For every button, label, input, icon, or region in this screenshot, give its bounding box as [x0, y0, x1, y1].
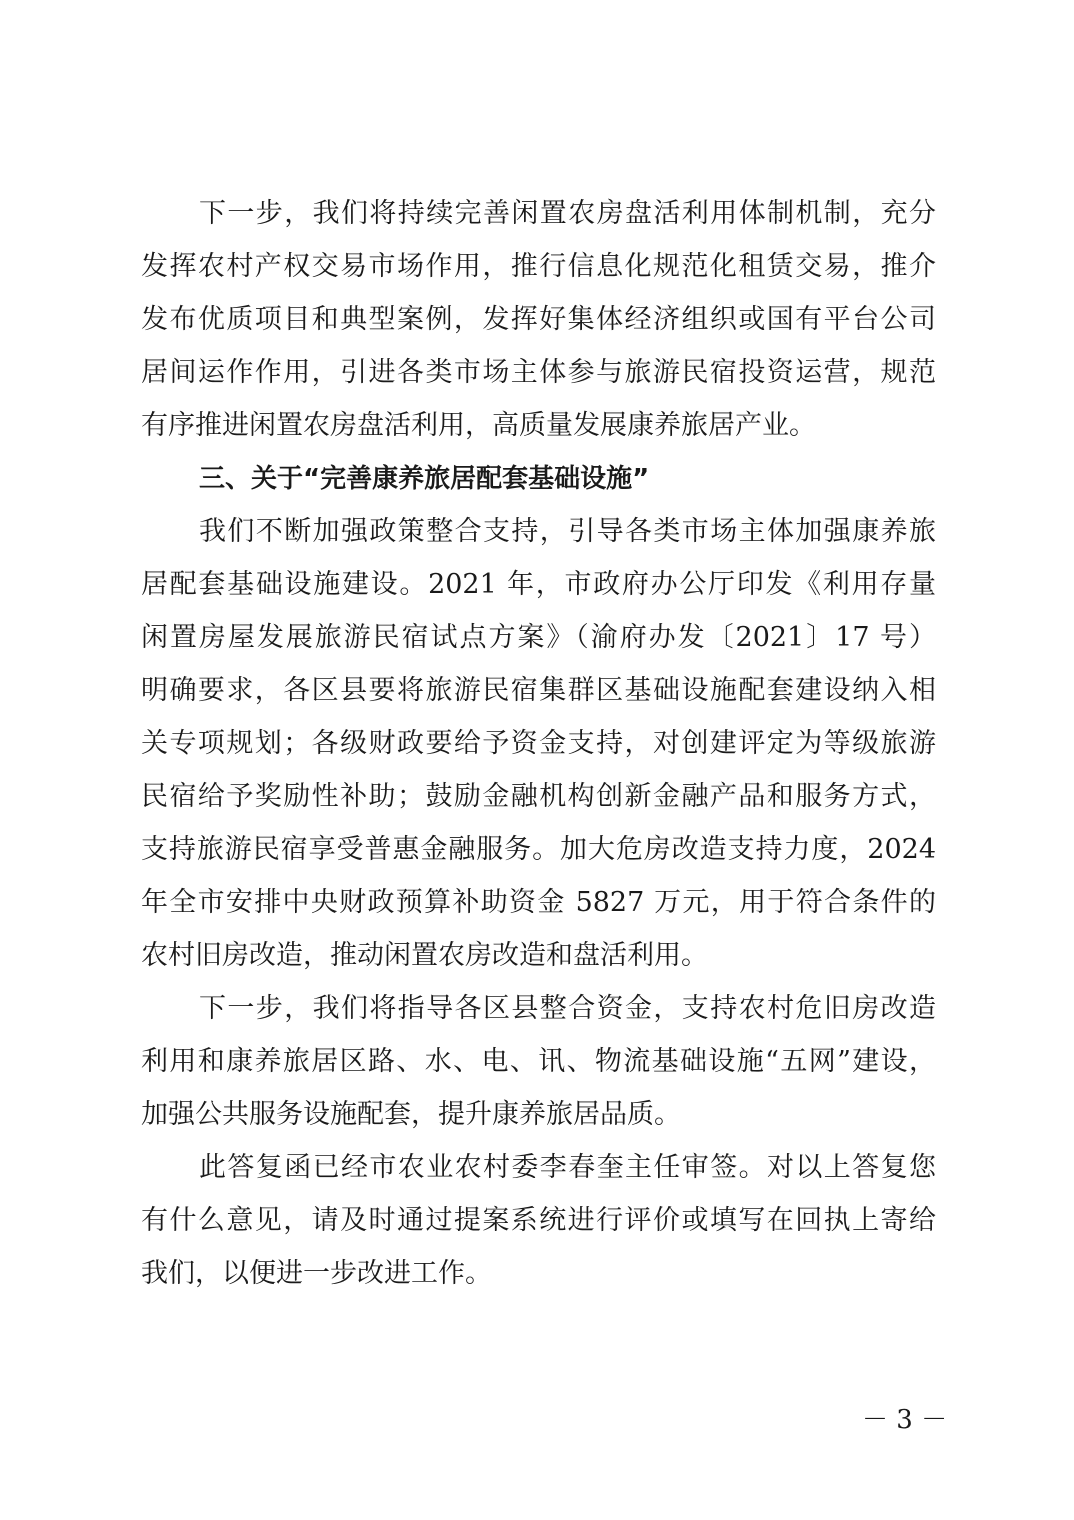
paragraph-1-line-4: 居间运作作用，引进各类市场主体参与旅游民宿投资运营，规范 [141, 357, 936, 388]
page-number: － 3 － [862, 1405, 948, 1435]
paragraph-4-line-3: 我们，以便进一步改进工作。 [141, 1258, 492, 1289]
paragraph-2-line-3: 闲置房屋发展旅游民宿试点方案》（渝府办发〔2021〕17 号） [141, 622, 936, 653]
paragraph-2-line-4: 明确要求，各区县要将旅游民宿集群区基础设施配套建设纳入相 [141, 675, 936, 706]
paragraph-2-line-5: 关专项规划；各级财政要给予资金支持，对创建评定为等级旅游 [141, 728, 936, 759]
paragraph-2-line-8: 年全市安排中央财政预算补助资金 5827 万元，用于符合条件的 [141, 887, 936, 918]
paragraph-1-line-1: 下一步，我们将持续完善闲置农房盘活利用体制机制，充分 [199, 198, 936, 229]
paragraph-1-line-3: 发布优质项目和典型案例，发挥好集体经济组织或国有平台公司 [141, 304, 936, 335]
paragraph-2-line-6: 民宿给予奖励性补助；鼓励金融机构创新金融产品和服务方式， [141, 781, 936, 812]
paragraph-2-line-2: 居配套基础设施建设。2021 年，市政府办公厅印发《利用存量 [141, 569, 936, 600]
section-heading: 三、关于“完善康养旅居配套基础设施” [199, 464, 650, 494]
paragraph-3-line-1: 下一步，我们将指导各区县整合资金，支持农村危旧房改造 [199, 993, 936, 1024]
paragraph-4-line-2: 有什么意见，请及时通过提案系统进行评价或填写在回执上寄给 [141, 1205, 936, 1236]
paragraph-1-line-5: 有序推进闲置农房盘活利用，高质量发展康养旅居产业。 [141, 410, 816, 441]
paragraph-2-line-9: 农村旧房改造，推动闲置农房改造和盘活利用。 [141, 940, 708, 971]
paragraph-4-line-1: 此答复函已经市农业农村委李春奎主任审签。对以上答复您 [199, 1152, 936, 1183]
paragraph-1-line-2: 发挥农村产权交易市场作用，推行信息化规范化租赁交易，推介 [141, 251, 936, 282]
paragraph-2-line-7: 支持旅游民宿享受普惠金融服务。加大危房改造支持力度，2024 [141, 834, 936, 865]
paragraph-2-line-1: 我们不断加强政策整合支持，引导各类市场主体加强康养旅 [199, 516, 936, 547]
paragraph-3-line-2: 利用和康养旅居区路、水、电、讯、物流基础设施“五网”建设， [141, 1046, 936, 1077]
paragraph-3-line-3: 加强公共服务设施配套，提升康养旅居品质。 [141, 1099, 681, 1130]
